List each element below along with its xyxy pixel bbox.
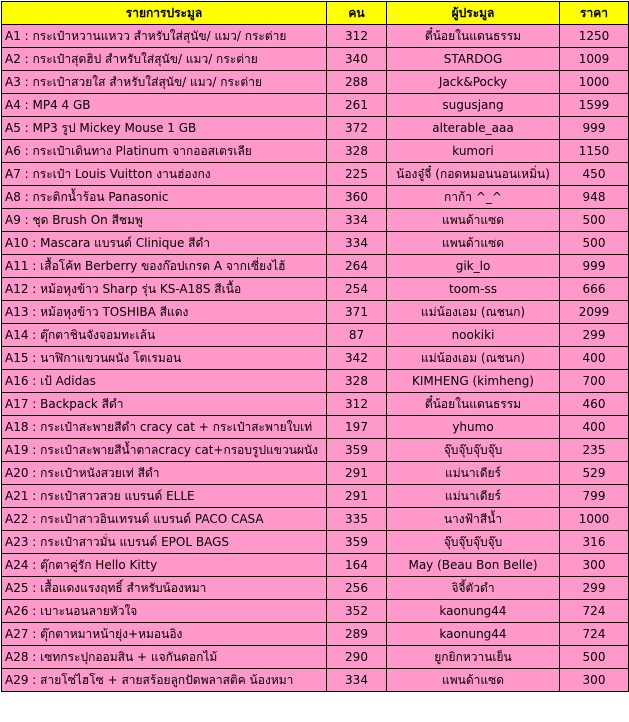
cell-price: 400 [560, 416, 629, 439]
table-row [2, 94, 629, 117]
cell-bidder: จุ๊บจุ๊บจุ๊บจุ๊บ [387, 439, 560, 462]
cell-price: 1009 [560, 48, 629, 71]
table-row [2, 485, 629, 508]
cell-price: 948 [560, 186, 629, 209]
cell-people: 261 [327, 94, 387, 117]
cell-price: 500 [560, 232, 629, 255]
cell-item: A7 : กระเป๋า Louis Vuitton งานฮ่องกง [2, 163, 327, 186]
table-row [2, 278, 629, 301]
cell-item: A9 : ชุด Brush On สีชมพู [2, 209, 327, 232]
cell-price: 666 [560, 278, 629, 301]
cell-price: 460 [560, 393, 629, 416]
cell-bidder: จิจี้ตัวดำ [387, 577, 560, 600]
cell-bidder: น้องจู๋จี๋ (กอดหมอนนอนเหมิ่น) [387, 163, 560, 186]
cell-item: A14 : ตุ๊กตาชินจังจอมทะเล้น [2, 324, 327, 347]
cell-bidder: kumori [387, 140, 560, 163]
cell-people: 197 [327, 416, 387, 439]
cell-item: A5 : MP3 รูป Mickey Mouse 1 GB [2, 117, 327, 140]
cell-item: A8 : กระติกน้ำร้อน Panasonic [2, 186, 327, 209]
cell-bidder: May (Beau Bon Belle) [387, 554, 560, 577]
cell-item: A19 : กระเป๋าสะพายสีน้ำตาลcracy cat+กรอบรูปแขวนผนัง [2, 439, 327, 462]
cell-price: 999 [560, 255, 629, 278]
table-row [2, 25, 629, 48]
cell-bidder: yhumo [387, 416, 560, 439]
cell-price: 400 [560, 347, 629, 370]
cell-item: A24 : ตุ๊กตาคู่รัก Hello Kitty [2, 554, 327, 577]
cell-people: 291 [327, 462, 387, 485]
cell-bidder: แม่น้องเอม (ณชนก) [387, 301, 560, 324]
cell-bidder: gik_lo [387, 255, 560, 278]
cell-bidder: แม่นาเดียร์ [387, 485, 560, 508]
cell-item: A29 : สายโซ่ไฮโซ + สายสร้อยลูกปัดพลาสติค น้องหมา [2, 669, 327, 692]
cell-item: A26 : เบาะนอนลายหัวใจ [2, 600, 327, 623]
cell-item: A4 : MP4 4 GB [2, 94, 327, 117]
cell-item: A23 : กระเป๋าสาวมั่น แบรนด์ EPOL BAGS [2, 531, 327, 554]
cell-people: 359 [327, 439, 387, 462]
cell-price: 724 [560, 623, 629, 646]
cell-people: 334 [327, 209, 387, 232]
table-row [2, 71, 629, 94]
cell-bidder: จุ๊บจุ๊บจุ๊บจุ๊บ [387, 531, 560, 554]
cell-item: A21 : กระเป๋าสาวสวย แบรนด์ ELLE [2, 485, 327, 508]
cell-people: 288 [327, 71, 387, 94]
table-row [2, 163, 629, 186]
cell-item: A13 : หม้อหุงข้าว TOSHIBA สีแดง [2, 301, 327, 324]
table-row [2, 301, 629, 324]
cell-item: A11 : เสื้อโค้ท Berberry ของก๊อปเกรด A จากเซี่ยงไฮ้ [2, 255, 327, 278]
table-row [2, 577, 629, 600]
header-item: รายการประมูล [2, 2, 327, 25]
cell-people: 254 [327, 278, 387, 301]
cell-people: 360 [327, 186, 387, 209]
cell-people: 342 [327, 347, 387, 370]
cell-price: 300 [560, 669, 629, 692]
header-price: ราคา [560, 2, 629, 25]
cell-people: 312 [327, 25, 387, 48]
cell-bidder: kaonung44 [387, 600, 560, 623]
cell-bidder: ยูกยิกหวานเย็น [387, 646, 560, 669]
table-row [2, 531, 629, 554]
table-row [2, 508, 629, 531]
cell-bidder: แพนด้าแซด [387, 232, 560, 255]
cell-bidder: แม่น้องเอม (ณชนก) [387, 347, 560, 370]
cell-bidder: นางฟ้าสีน้ำ [387, 508, 560, 531]
table-row [2, 623, 629, 646]
cell-price: 300 [560, 554, 629, 577]
cell-bidder: toom-ss [387, 278, 560, 301]
cell-price: 2099 [560, 301, 629, 324]
cell-bidder: sugusjang [387, 94, 560, 117]
cell-price: 450 [560, 163, 629, 186]
table-row [2, 646, 629, 669]
cell-price: 724 [560, 600, 629, 623]
cell-people: 372 [327, 117, 387, 140]
table-row [2, 209, 629, 232]
table-row [2, 370, 629, 393]
cell-price: 1000 [560, 71, 629, 94]
cell-people: 328 [327, 140, 387, 163]
cell-item: A12 : หม้อหุงข้าว Sharp รุ่น KS-A18S สีเนื้อ [2, 278, 327, 301]
auction-results-table [1, 1, 629, 692]
cell-price: 700 [560, 370, 629, 393]
cell-item: A1 : กระเป๋าหวานแหวว สำหรับใส่สุนัข/ แมว/ กระต่าย [2, 25, 327, 48]
cell-price: 299 [560, 577, 629, 600]
cell-bidder: ตี๋น้อยในแดนธรรม [387, 393, 560, 416]
table-row [2, 186, 629, 209]
cell-bidder: Jack&Pocky [387, 71, 560, 94]
cell-people: 87 [327, 324, 387, 347]
table-row [2, 347, 629, 370]
header-people: คน [327, 2, 387, 25]
cell-bidder: ตี๋น้อยในแดนธรรม [387, 25, 560, 48]
cell-bidder: kaonung44 [387, 623, 560, 646]
cell-item: A28 : เซทกระปุกออมสิน + แจกันดอกไม้ [2, 646, 327, 669]
table-row [2, 393, 629, 416]
cell-price: 1250 [560, 25, 629, 48]
cell-price: 299 [560, 324, 629, 347]
cell-price: 500 [560, 646, 629, 669]
cell-price: 235 [560, 439, 629, 462]
cell-bidder: แพนด้าแซด [387, 209, 560, 232]
cell-item: A18 : กระเป๋าสะพายสีดำ cracy cat + กระเป๋าสะพายใบเท่ [2, 416, 327, 439]
cell-item: A10 : Mascara แบรนด์ Clinique สีดำ [2, 232, 327, 255]
cell-people: 291 [327, 485, 387, 508]
cell-people: 289 [327, 623, 387, 646]
cell-people: 334 [327, 669, 387, 692]
cell-price: 500 [560, 209, 629, 232]
cell-bidder: กาก้า ^_^ [387, 186, 560, 209]
cell-people: 256 [327, 577, 387, 600]
cell-item: A20 : กระเป๋าหนังสวยเท่ สีดำ [2, 462, 327, 485]
cell-people: 290 [327, 646, 387, 669]
table-row [2, 416, 629, 439]
cell-people: 164 [327, 554, 387, 577]
cell-people: 359 [327, 531, 387, 554]
cell-price: 799 [560, 485, 629, 508]
cell-bidder: KIMHENG (kimheng) [387, 370, 560, 393]
cell-item: A27 : ตุ๊กตาหมาหน้ายุ่ง+หมอนอิง [2, 623, 327, 646]
table-row [2, 554, 629, 577]
cell-price: 1599 [560, 94, 629, 117]
cell-item: A17 : Backpack สีดำ [2, 393, 327, 416]
table-row [2, 600, 629, 623]
cell-people: 335 [327, 508, 387, 531]
cell-people: 334 [327, 232, 387, 255]
cell-price: 1150 [560, 140, 629, 163]
table-row [2, 439, 629, 462]
header-row [2, 2, 629, 25]
cell-item: A2 : กระเป๋าสุดฮิป สำหรับใส่สุนัข/ แมว/ กระต่าย [2, 48, 327, 71]
cell-item: A15 : นาฬิกาแขวนผนัง โตเรมอน [2, 347, 327, 370]
cell-people: 371 [327, 301, 387, 324]
header-bidder: ผู้ประมูล [387, 2, 560, 25]
table-row [2, 48, 629, 71]
cell-price: 529 [560, 462, 629, 485]
cell-bidder: alterable_aaa [387, 117, 560, 140]
table-row [2, 140, 629, 163]
cell-people: 352 [327, 600, 387, 623]
table-row [2, 324, 629, 347]
cell-bidder: แม่นาเดียร์ [387, 462, 560, 485]
cell-bidder: nookiki [387, 324, 560, 347]
table-row [2, 669, 629, 692]
table-row [2, 462, 629, 485]
cell-people: 328 [327, 370, 387, 393]
cell-people: 225 [327, 163, 387, 186]
table-row [2, 255, 629, 278]
cell-people: 264 [327, 255, 387, 278]
cell-people: 340 [327, 48, 387, 71]
cell-bidder: STARDOG [387, 48, 560, 71]
cell-people: 312 [327, 393, 387, 416]
cell-price: 999 [560, 117, 629, 140]
cell-price: 316 [560, 531, 629, 554]
table-row [2, 117, 629, 140]
cell-item: A22 : กระเป๋าสาวอินเทรนด์ แบรนด์ PACO CASA [2, 508, 327, 531]
cell-bidder: แพนด้าแซด [387, 669, 560, 692]
cell-item: A6 : กระเป๋าเดินทาง Platinum จากออสเตรเลีย [2, 140, 327, 163]
cell-item: A16 : เป้ Adidas [2, 370, 327, 393]
table-row [2, 232, 629, 255]
cell-price: 1000 [560, 508, 629, 531]
cell-item: A3 : กระเป๋าสวยใส สำหรับใส่สุนัข/ แมว/ กระต่าย [2, 71, 327, 94]
cell-item: A25 : เสื้อแดงแรงฤทธิ์ สำหรับน้องหมา [2, 577, 327, 600]
